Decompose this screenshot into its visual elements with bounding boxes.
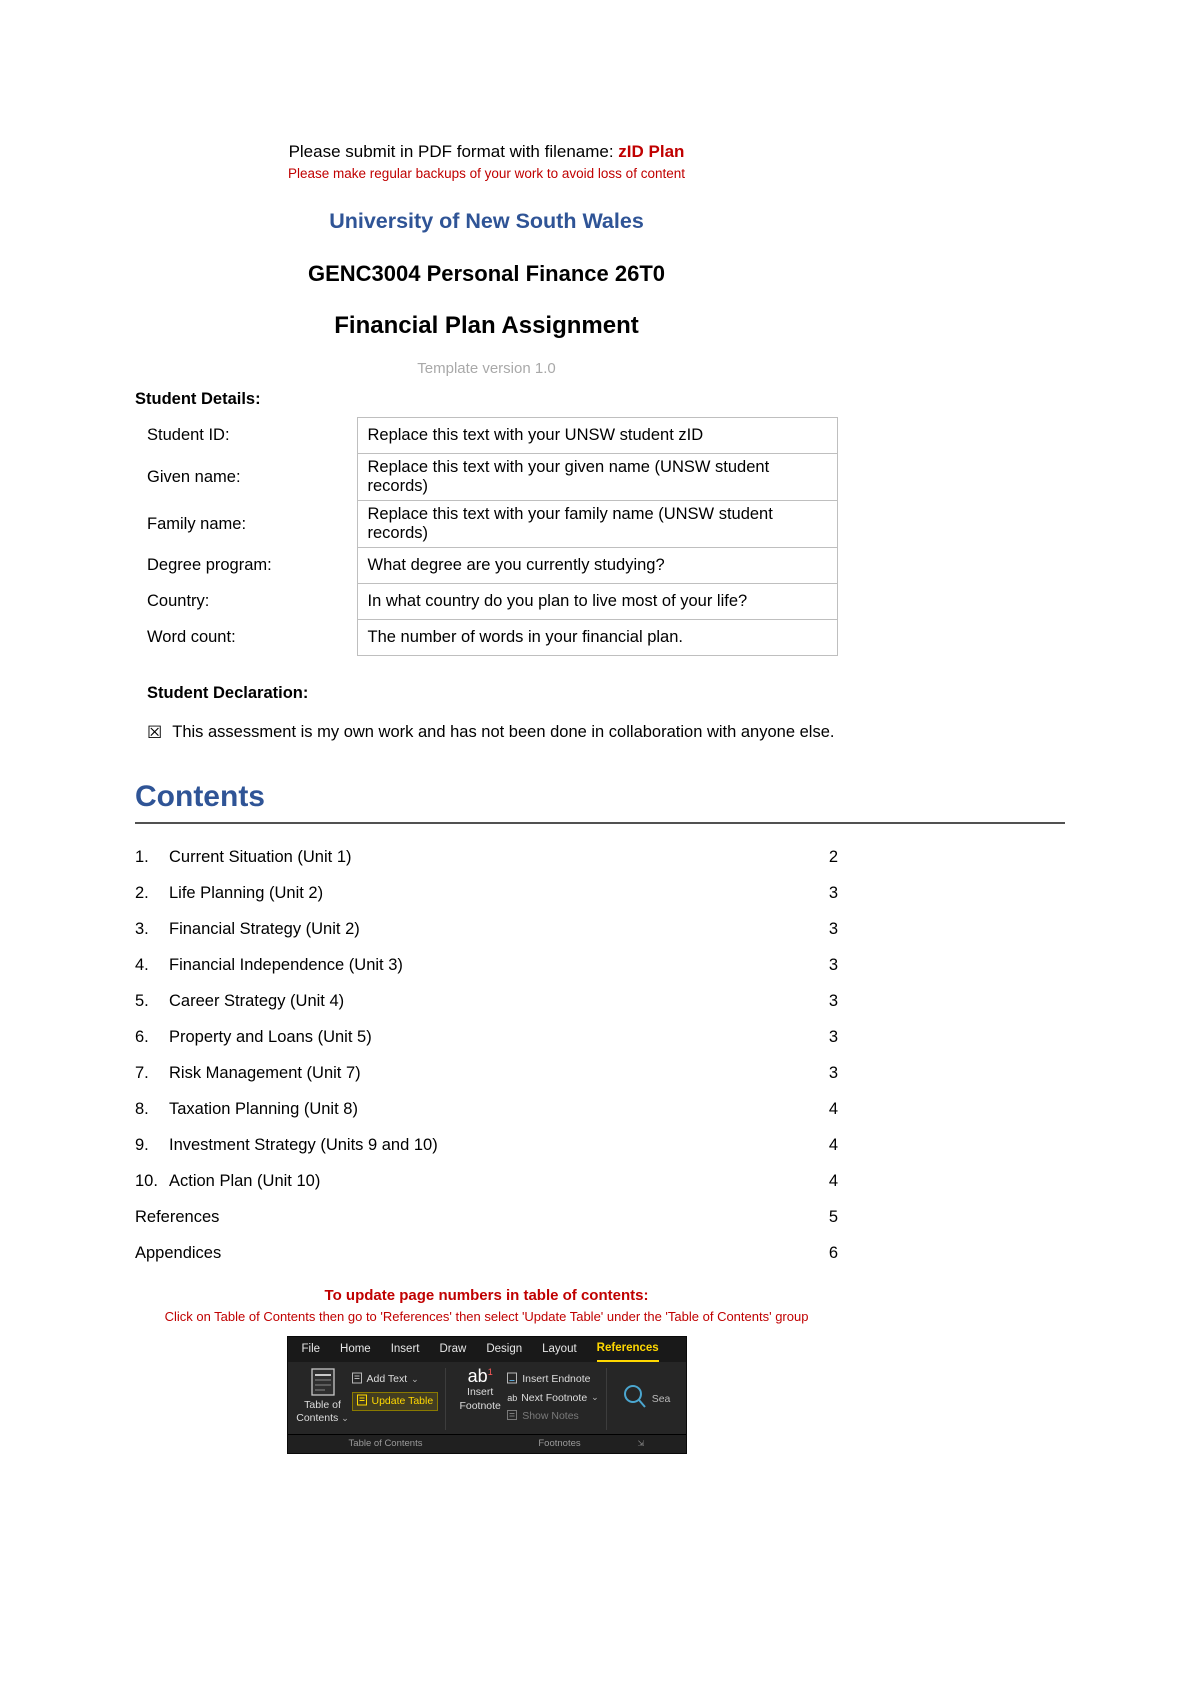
toc-entry[interactable] [135, 1136, 838, 1155]
student-details-heading: Student Details: [135, 390, 261, 408]
show-notes-label: Show Notes [522, 1410, 579, 1423]
declaration-row [135, 721, 838, 746]
toc-entry-number: 9. [135, 1135, 149, 1154]
update-table-icon [357, 1394, 368, 1409]
tab-references[interactable]: References [597, 1337, 659, 1362]
search-label-partial: Sea [651, 1392, 671, 1405]
search-area[interactable] [620, 1366, 686, 1432]
show-notes-button[interactable] [507, 1409, 599, 1424]
dialog-launcher-icon[interactable]: ⇲ [637, 1439, 645, 1449]
table-row [135, 418, 838, 454]
toc-entry[interactable] [135, 1208, 838, 1227]
toc-entry-label: Risk Management (Unit 7) [169, 1063, 361, 1082]
toc-entry-label: Property and Loans (Unit 5) [169, 1027, 372, 1046]
insert-endnote-label: Insert Endnote [522, 1373, 591, 1386]
table-row [135, 454, 838, 501]
family-name-label: Family name: [147, 514, 247, 533]
submit-filename: zID Plan [618, 142, 685, 161]
submit-instruction [135, 142, 838, 162]
family-name-field[interactable]: Replace this text with your family name (UNSW student records) [357, 501, 838, 548]
toc-entry[interactable] [135, 1172, 838, 1191]
toc-entry-page: 4 [828, 1135, 838, 1154]
toc-entry-number: 5. [135, 991, 149, 1010]
assignment-title: Financial Plan Assignment [334, 312, 639, 339]
country-field[interactable]: In what country do you plan to live most of your life? [357, 584, 838, 620]
toc-entry[interactable] [135, 1244, 838, 1263]
checkbox-checked-icon[interactable]: ☒ [147, 723, 163, 742]
given-name-label: Given name: [147, 467, 241, 486]
declaration-text: This assessment is my own work and has not been done in collaboration with anyone else. [172, 723, 835, 741]
toc-entry[interactable] [135, 1100, 838, 1119]
word-count-label: Word count: [147, 628, 236, 646]
toc-entry-label: Current Situation (Unit 1) [169, 847, 352, 866]
student-declaration-heading: Student Declaration: [147, 684, 309, 702]
tab-draw[interactable]: Draw [439, 1343, 467, 1356]
degree-program-field[interactable]: What degree are you currently studying? [357, 548, 838, 584]
backup-note: Please make regular backups of your work to avoid loss of content [288, 166, 685, 181]
template-version: Template version 1.0 [417, 360, 556, 377]
toc-entry[interactable] [135, 992, 838, 1011]
insert-endnote-button[interactable] [507, 1372, 599, 1387]
table-of-contents-button[interactable] [294, 1366, 352, 1432]
toc-entry-page: 2 [828, 847, 838, 866]
table-of-contents [135, 848, 838, 1263]
university-title: University of New South Wales [329, 209, 644, 233]
toc-entry[interactable] [135, 1028, 838, 1047]
ribbon-separator [606, 1368, 607, 1430]
update-table-button[interactable] [352, 1392, 439, 1411]
toc-entry-number: 1. [135, 847, 149, 866]
toc-entry-number: 3. [135, 919, 149, 938]
toc-entry-label: Investment Strategy (Units 9 and 10) [169, 1135, 438, 1154]
tab-design[interactable]: Design [486, 1343, 523, 1356]
tab-insert[interactable]: Insert [390, 1343, 420, 1356]
toc-entry[interactable] [135, 884, 838, 903]
given-name-field[interactable]: Replace this text with your given name (UNSW student records) [357, 454, 838, 501]
insert-footnote-icon: $ab^1$ [467, 1365, 493, 1386]
table-row [135, 548, 838, 584]
toc-entry-number: 8. [135, 1099, 149, 1118]
ribbon-tab-bar [288, 1337, 686, 1362]
update-note-title: To update page numbers in table of contents: [324, 1286, 649, 1304]
toc-entry-page: 3 [828, 991, 838, 1010]
ribbon-group-labels [288, 1434, 686, 1453]
student-details-table [135, 417, 838, 656]
toc-entry-number: 6. [135, 1027, 149, 1046]
contents-heading: Contents [135, 780, 1065, 824]
toc-entry-page: 3 [828, 1063, 838, 1082]
next-footnote-icon: ab [507, 1392, 518, 1403]
table-row [135, 501, 838, 548]
search-icon [620, 1382, 648, 1415]
insert-footnote-label-line2: Footnote [459, 1399, 501, 1412]
update-table-label: Update Table [371, 1395, 434, 1408]
toc-entry-page: 3 [828, 919, 838, 938]
footnotes-group-label: Footnotes [538, 1438, 581, 1450]
course-title: GENC3004 Personal Finance 26T0 [307, 261, 666, 286]
toc-entry-page: 4 [828, 1099, 838, 1118]
insert-footnote-button[interactable] [453, 1366, 507, 1432]
toc-entry-label: Career Strategy (Unit 4) [169, 991, 345, 1010]
toc-entry[interactable] [135, 1064, 838, 1083]
toc-group-label: Table of Contents [348, 1438, 423, 1450]
degree-program-label: Degree program: [147, 556, 272, 574]
student-id-label: Student ID: [147, 426, 230, 444]
table-row [135, 584, 838, 620]
tab-file[interactable]: File [301, 1343, 321, 1356]
toc-button-label-line1: Table of [304, 1398, 341, 1411]
tab-layout[interactable]: Layout [542, 1343, 577, 1356]
ribbon-body [288, 1362, 686, 1434]
toc-entry-label: Action Plan (Unit 10) [169, 1171, 321, 1190]
toc-entry-number: 2. [135, 883, 149, 902]
table-row [135, 620, 838, 656]
add-text-label: Add Text [366, 1373, 408, 1386]
tab-home[interactable]: Home [340, 1343, 371, 1356]
update-note-instructions: Click on Table of Contents then go to 'References' then select 'Update Table' under the 'Table of Contents' group [164, 1308, 809, 1324]
student-id-field[interactable]: Replace this text with your UNSW student zID [357, 418, 838, 454]
toc-entry[interactable] [135, 920, 838, 939]
insert-endnote-icon [507, 1372, 518, 1387]
add-text-button[interactable] [352, 1372, 439, 1387]
toc-entry-number: 4. [135, 955, 149, 974]
toc-entry-label: Financial Independence (Unit 3) [169, 955, 403, 974]
chevron-down-icon: ⌄ [411, 1373, 419, 1384]
toc-entry-label: References [135, 1207, 220, 1226]
toc-entry-page: 3 [828, 883, 838, 902]
insert-footnote-label-line1: Insert [467, 1386, 494, 1399]
toc-tools-stack [352, 1366, 439, 1432]
country-label: Country: [147, 592, 210, 610]
toc-entry-page: 3 [828, 1027, 838, 1046]
word-count-field[interactable]: The number of words in your financial plan. [357, 620, 838, 656]
chevron-down-icon: ⌄ [341, 1412, 349, 1423]
toc-entry-page: 4 [828, 1171, 838, 1190]
toc-entry-page: 5 [828, 1207, 838, 1226]
next-footnote-label: Next Footnote [521, 1391, 588, 1404]
toc-entry[interactable] [135, 956, 838, 975]
submit-instruction-text: Please submit in PDF format with filename: [288, 142, 619, 161]
toc-entry[interactable] [135, 848, 838, 867]
toc-entry-number: 7. [135, 1063, 149, 1082]
toc-entry-label: Financial Strategy (Unit 2) [169, 919, 360, 938]
add-text-icon [352, 1372, 363, 1387]
toc-entry-page: 6 [828, 1243, 838, 1262]
toc-button-label-line2: Contents [296, 1411, 339, 1424]
toc-entry-page: 3 [828, 955, 838, 974]
word-ribbon-screenshot [287, 1336, 687, 1454]
show-notes-icon [507, 1409, 518, 1424]
next-footnote-button[interactable] [507, 1392, 599, 1404]
chevron-down-icon: ⌄ [591, 1392, 599, 1403]
toc-entry-number: 10. [135, 1171, 158, 1190]
footnote-tools-stack [507, 1366, 599, 1432]
toc-entry-label: Life Planning (Unit 2) [169, 883, 324, 902]
toc-entry-label: Taxation Planning (Unit 8) [169, 1099, 358, 1118]
ribbon-separator [445, 1368, 446, 1430]
table-of-contents-icon [311, 1368, 335, 1399]
toc-entry-label: Appendices [135, 1243, 222, 1262]
